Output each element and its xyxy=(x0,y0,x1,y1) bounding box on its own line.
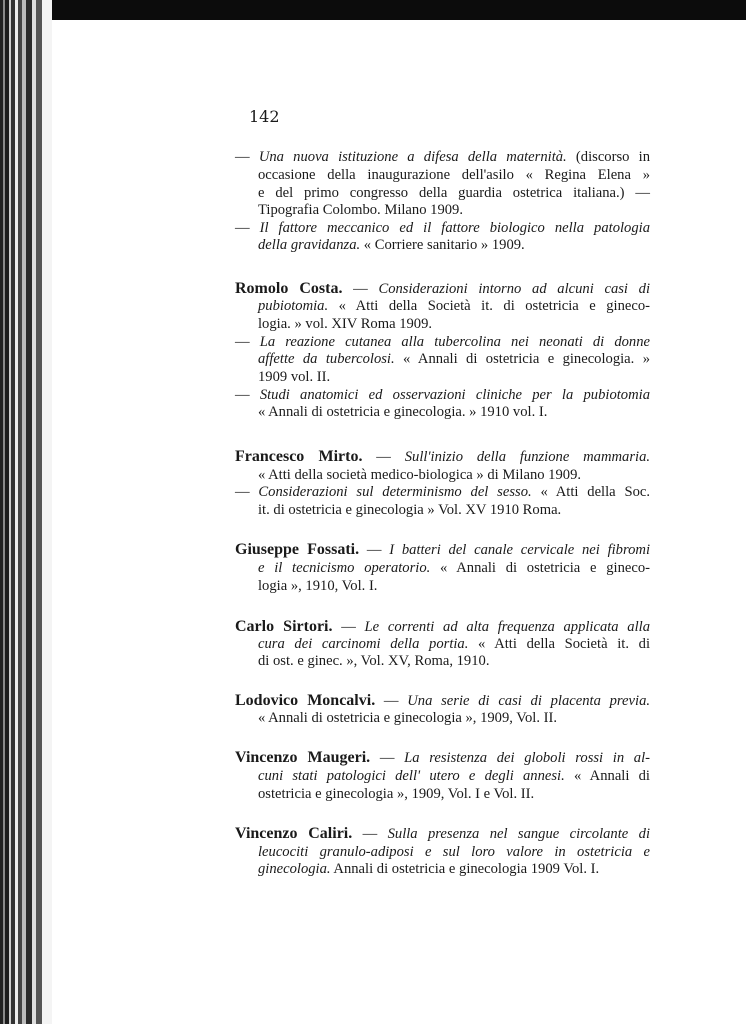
entry-line xyxy=(235,483,650,501)
work-title: Il fattore meccanico ed il fattore biologico nella patologia xyxy=(259,220,650,236)
work-title: della gravidanza. xyxy=(258,237,361,253)
work-title: Le correnti ad alta frequenza applicata alla xyxy=(364,619,651,635)
citation-text: — xyxy=(235,387,260,403)
citation-text: — xyxy=(235,149,259,165)
work-title: affette da tubercolosi. xyxy=(258,351,395,367)
citation-text: « Annali di ostetricia e gineco- xyxy=(430,560,650,576)
author-name: Francesco Mirto. xyxy=(235,448,363,465)
work-title: Sulla presenza nel sangue circolante di xyxy=(387,826,650,842)
citation-text: di ost. e ginec. », Vol. XV, Roma, 1910. xyxy=(258,653,490,669)
citation-text: « Atti della Società it. di xyxy=(468,636,651,652)
work-title: I batteri del canale cervicale nei fibromi xyxy=(389,542,650,558)
entry-line xyxy=(235,148,650,166)
entry-line xyxy=(258,501,650,519)
entry-line xyxy=(258,403,650,421)
entry-line xyxy=(235,333,650,351)
entry-line xyxy=(235,618,650,636)
entry-line xyxy=(258,166,650,184)
entry-line xyxy=(258,236,650,254)
work-title: La reazione cutanea alla tubercolina nei neonati di donne xyxy=(259,334,651,350)
entry-line xyxy=(258,368,650,386)
entry-line xyxy=(258,466,650,484)
author-name: Vincenzo Maugeri. xyxy=(235,749,371,766)
citation-text: ostetricia e ginecologia », 1909, Vol. I e Vol. II. xyxy=(258,786,535,802)
citation-text: logia », 1910, Vol. I. xyxy=(258,578,378,594)
citation-text: it. di ostetricia e ginecologia » Vol. XV 1910 Roma. xyxy=(258,502,562,518)
citation-text: « Annali di xyxy=(564,768,650,784)
citation-text: — xyxy=(370,750,405,766)
work-title: leucociti granulo-adiposi e sul loro valore in ostetricia e xyxy=(258,844,650,860)
entry-line xyxy=(235,280,650,298)
entry-line xyxy=(258,577,650,595)
page-number: 142 xyxy=(249,107,280,126)
citation-text: 1909 vol. II. xyxy=(258,369,331,385)
citation-text: « Atti della Società it. di ostetricia e gineco- xyxy=(328,298,650,314)
work-title: Una serie di casi di placenta previa. xyxy=(407,693,651,709)
work-title: La resistenza dei globoli rossi in al- xyxy=(404,750,651,766)
work-title: Studi anatomici ed osservazioni cliniche per la pubiotomia xyxy=(259,387,650,403)
citation-text: « Atti della Soc. xyxy=(531,484,650,500)
entry-line xyxy=(258,201,650,219)
author-name: Lodovico Moncalvi. xyxy=(235,692,376,709)
citation-text: — xyxy=(342,281,379,297)
entry-line xyxy=(258,635,650,653)
entry-line xyxy=(258,843,650,861)
entry-line xyxy=(258,767,650,785)
entry-line xyxy=(258,350,650,368)
citation-text: occasione della inaugurazione dell'asilo « Regina Elena » xyxy=(258,167,650,183)
citation-text: e del primo congresso della guardia ostetrica italiana.) — xyxy=(258,185,650,201)
entry-line xyxy=(235,692,650,710)
author-name: Giuseppe Fossati. xyxy=(235,541,360,558)
entry-line xyxy=(258,315,650,333)
entry-line xyxy=(235,448,650,466)
citation-text: — xyxy=(235,220,260,236)
citation-text: « Annali di ostetricia e ginecologia », 1909, Vol. II. xyxy=(258,710,557,726)
citation-text: — xyxy=(362,449,405,465)
entry-line xyxy=(258,184,650,202)
citation-text: (discorso in xyxy=(566,149,650,165)
entry-line xyxy=(258,297,650,315)
citation-text: — xyxy=(235,334,260,350)
work-title: Una nuova istituzione a difesa della maternità. xyxy=(258,149,567,165)
entry-line xyxy=(235,825,650,843)
scan-top-edge xyxy=(0,0,746,20)
citation-text: « Annali di ostetricia e ginecologia. » xyxy=(394,351,650,367)
entry-line xyxy=(258,709,650,727)
work-title: ginecologia. xyxy=(258,861,331,877)
citation-text: — xyxy=(359,542,390,558)
entry-line xyxy=(235,386,650,404)
entry-line xyxy=(235,749,650,767)
work-title: Considerazioni intorno ad alcuni casi di xyxy=(378,281,651,297)
entry-line xyxy=(235,219,650,237)
entry-line xyxy=(258,559,650,577)
work-title: Sull'inizio della funzione mammaria. xyxy=(404,449,651,465)
work-title: cuni stati patologici dell' utero e degli annesi. xyxy=(258,768,565,784)
citation-text: « Atti della società medico-biologica » di Milano 1909. xyxy=(258,467,582,483)
entry-line xyxy=(258,860,650,878)
citation-text: logia. » vol. XIV Roma 1909. xyxy=(258,316,433,332)
citation-text: Tipografia Colombo. Milano 1909. xyxy=(258,202,463,218)
author-name: Carlo Sirtori. xyxy=(235,618,333,635)
author-name: Vincenzo Caliri. xyxy=(235,825,353,842)
entry-line xyxy=(235,541,650,559)
work-title: Considerazioni sul determinismo del sesso. xyxy=(258,484,532,500)
citation-text: — xyxy=(235,484,259,500)
citation-text: — xyxy=(332,619,365,635)
citation-text: — xyxy=(375,693,408,709)
citation-text: « Corriere sanitario » 1909. xyxy=(360,237,525,253)
citation-text: « Annali di ostetricia e ginecologia. » 1910 vol. I. xyxy=(258,404,548,420)
work-title: cura dei carcinomi della portia. xyxy=(258,636,469,652)
entry-line xyxy=(258,652,650,670)
citation-text: Annali di ostetricia e ginecologia 1909 Vol. I. xyxy=(330,861,600,877)
book-binding-edge xyxy=(0,0,52,1024)
citation-text: — xyxy=(352,826,388,842)
author-name: Romolo Costa. xyxy=(235,280,343,297)
work-title: pubiotomia. xyxy=(258,298,329,314)
work-title: e il tecnicismo operatorio. xyxy=(258,560,431,576)
entry-line xyxy=(258,785,650,803)
